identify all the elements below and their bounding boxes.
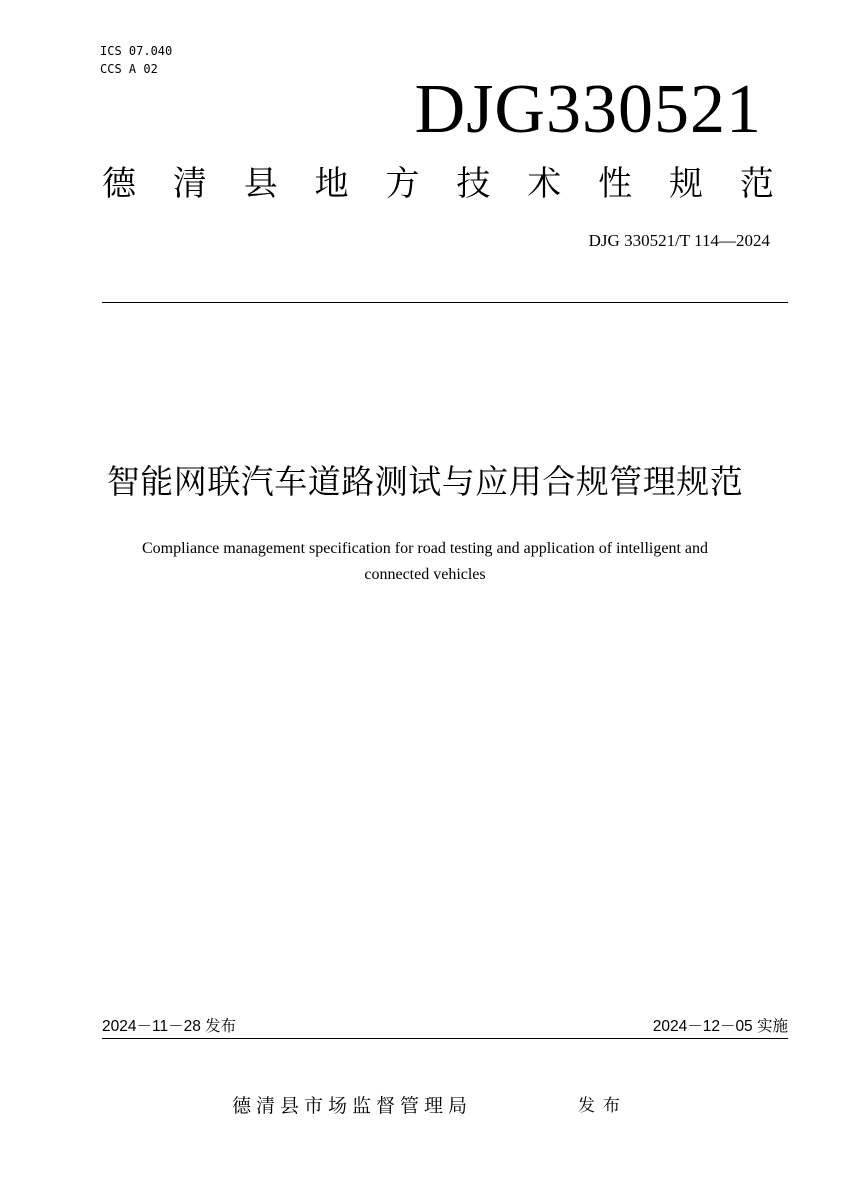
- standard-code: DJG330521: [414, 71, 762, 148]
- standard-type-char: 性: [598, 164, 633, 204]
- standard-type-char: 地: [314, 164, 349, 204]
- document-title-english: [30, 536, 820, 588]
- standard-number: DJG 330521/T 114—2024: [588, 231, 770, 250]
- standard-type-char: 规: [669, 164, 703, 204]
- issuing-authority: 德清县市场监督管理局: [232, 1095, 473, 1117]
- standard-type-char: 技: [456, 164, 491, 204]
- english-title-line: connected vehicles: [364, 566, 486, 583]
- ccs-code: CCS A 02: [100, 62, 158, 76]
- issue-label: 发布: [578, 1096, 628, 1116]
- standard-type-char: 清: [172, 164, 207, 204]
- standard-type: [102, 162, 774, 206]
- english-title-line: Compliance management specification for road testing and application of intelligent and: [141, 540, 709, 557]
- standard-type-char: 范: [739, 164, 774, 204]
- header-divider: [102, 302, 788, 303]
- standard-type-char: 术: [527, 164, 562, 204]
- classification-codes: [100, 42, 172, 78]
- ics-code: ICS 07.040: [100, 44, 173, 58]
- footer-divider: [102, 1038, 788, 1039]
- standard-type-char: 方: [385, 164, 420, 204]
- standard-type-char: 德: [102, 164, 136, 204]
- issue-date: 2024－11－28 发布: [102, 1018, 237, 1035]
- date-row: [102, 1016, 788, 1040]
- document-title-chinese: 智能网联汽车道路测试与应用合规管理规范: [106, 462, 744, 501]
- standard-type-char: 县: [243, 164, 278, 204]
- implementation-date: 2024－12－05 实施: [652, 1018, 788, 1035]
